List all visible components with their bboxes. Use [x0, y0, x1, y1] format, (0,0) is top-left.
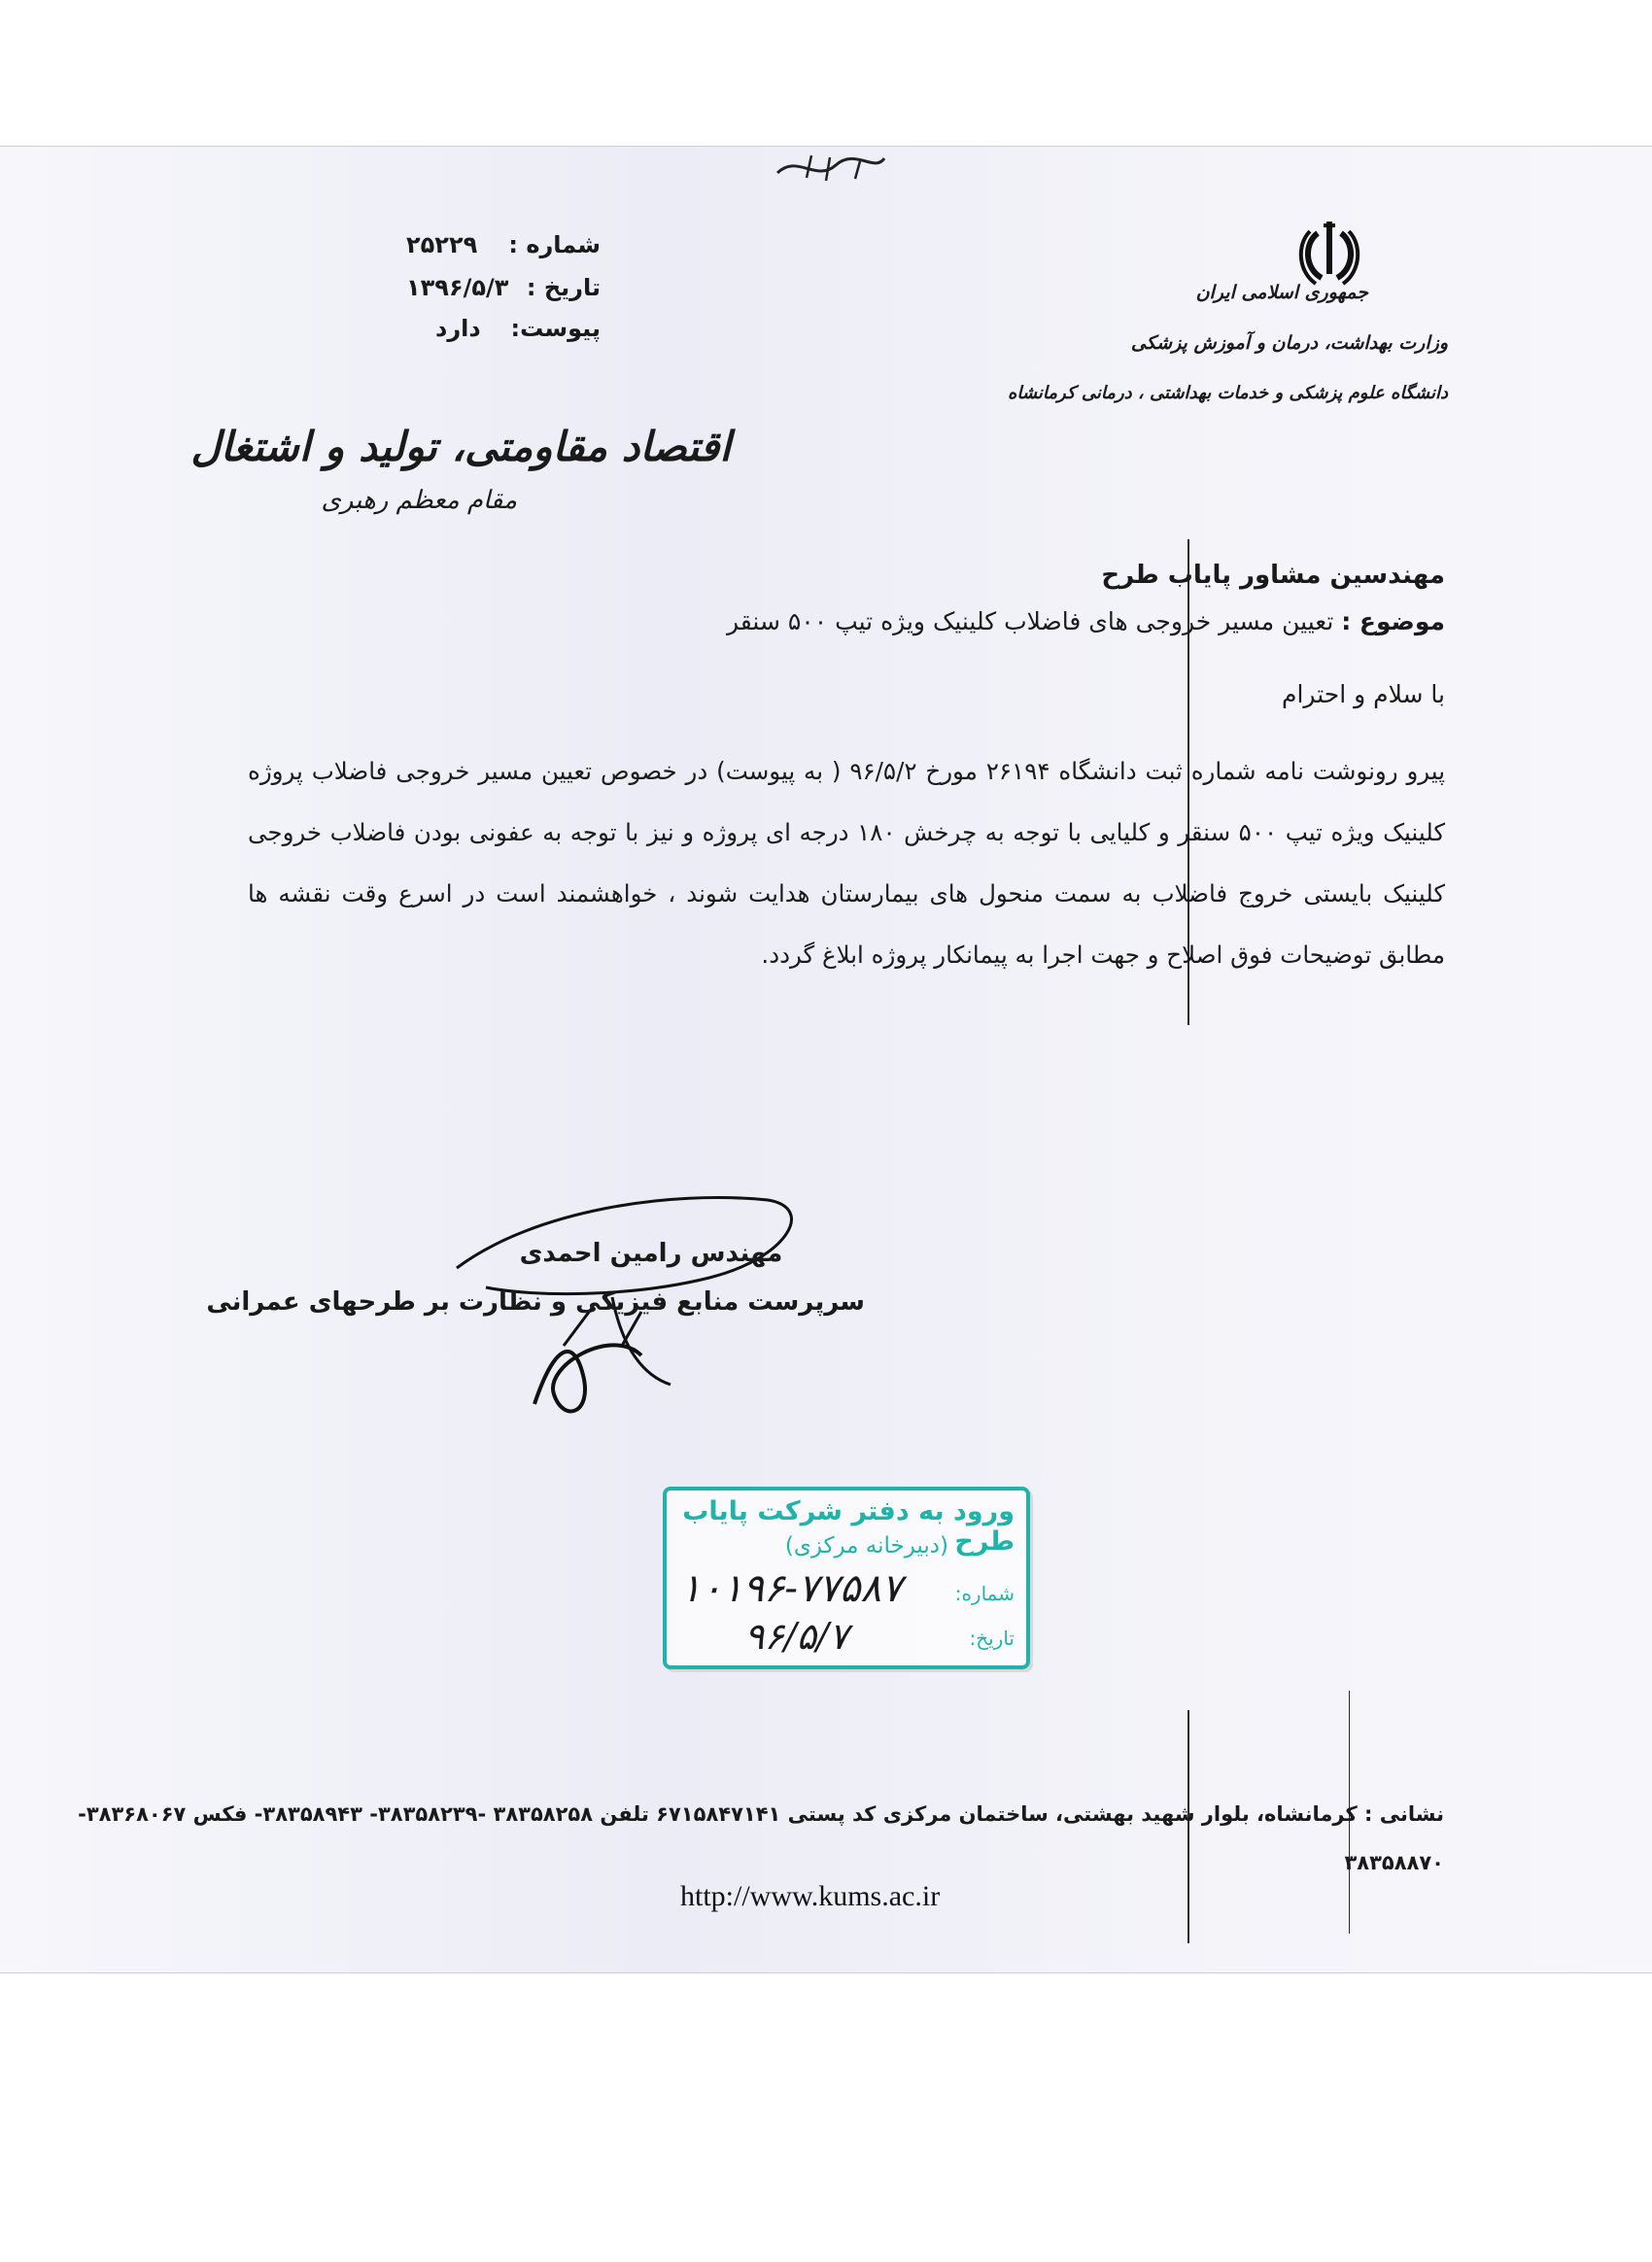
stamp-date-label: تاریخ: — [969, 1627, 1015, 1650]
iran-emblem-icon — [1291, 214, 1368, 291]
letter-number — [406, 231, 601, 270]
org-line-2: وزارت بهداشت، درمان و آموزش پزشکی — [1130, 332, 1448, 354]
stamp-title: ورود به دفتر شرکت پایاب طرح — [682, 1496, 1015, 1557]
slogan-attribution: مقام معظم رهبری — [321, 486, 517, 515]
scan-edge-bottom — [0, 1972, 1652, 1973]
letter-body: پیرو رونوشت نامه شماره ثبت دانشگاه ۲۶۱۹۴ مورخ ۹۶/۵/۲ ( به پیوست) در خصوص تعیین مسیر خروجی فاضلاب پروژه کلینیک ویژه تیپ ۵۰۰ سنقر و کلیایی با توجه به چرخش ۱۸۰ درجه ای پروژه و نیز با توجه به عفونی بودن فاضلاب خروجی کلینیک بایستی خروج فاضلاب به سمت منحول های بیمارستان هدایت شوند ، خواهشمند است در اسرع وقت نقشه ها مطابق توضیحات فوق اصلاح و جهت اجرا به پیمانکار پروژه ابلاغ گردد. — [248, 757, 1446, 969]
signer-title: سرپرست منابع فیزیکی و نظارت بر طرحهای عمرانی — [206, 1287, 865, 1317]
letter-attachment — [406, 315, 601, 354]
stamp-number-label: شماره: — [954, 1582, 1015, 1605]
subject-text: تعیین مسیر خروجی های فاضلاب کلینیک ویژه تیپ ۵۰۰ سنقر — [726, 607, 1334, 635]
scanned-page — [0, 146, 1652, 1972]
bismillah-text — [768, 146, 773, 147]
attachment-value: دارد — [435, 315, 481, 342]
number-value: ۲۵۲۲۹ — [406, 231, 478, 258]
signer-name: مهندس رامین احمدی — [519, 1239, 783, 1268]
org-line-3: دانشگاه علوم پزشکی و خدمات بهداشتی ، درمانی کرمانشاه — [1007, 383, 1448, 403]
fold-line — [1187, 1710, 1189, 1943]
stamp-subtitle: (دبیرخانه مرکزی) — [784, 1533, 948, 1559]
footer-address: نشانی : کرمانشاه، بلوار شهید بهشتی، ساختمان مرکزی کد پستی ۶۷۱۵۸۴۷۱۴۱ تلفن ۳۸۳۵۸۲۵۸ -۳۸۳۵۸۲۳۹- ۳۸۳۵۸۹۴۳- فکس ۳۸۳۶۸۰۶۷- — [78, 1802, 1444, 1826]
date-value: ۱۳۹۶/۵/۳ — [406, 274, 509, 301]
slogan: اقتصاد مقاومتی، تولید و اشتغال — [190, 423, 731, 470]
stamp-number-value: ۱۰۱۹۶-۷۷۵۸۷ — [680, 1566, 903, 1611]
number-label: شماره : — [508, 231, 601, 258]
footer-address-cont: ۳۸۳۵۸۸۷۰ — [1344, 1851, 1444, 1874]
greeting: با سلام و احترام — [1282, 680, 1445, 708]
addressee: مهندسین مشاور پایاب طرح — [1101, 561, 1445, 590]
letter-date — [406, 274, 601, 313]
website-url: http://www.kums.ac.ir — [680, 1880, 941, 1912]
attachment-label: پیوست: — [510, 315, 601, 342]
stamp-date-value: ۹۶/۵/۷ — [744, 1615, 849, 1658]
bismillah-calligraphy — [768, 144, 894, 192]
subject-line — [727, 607, 1445, 635]
received-stamp — [663, 1487, 1030, 1669]
org-line-1: جمهوری اسلامی ایران — [1195, 282, 1368, 303]
date-label: تاریخ : — [526, 274, 601, 301]
subject-label: موضوع : — [1341, 607, 1445, 635]
